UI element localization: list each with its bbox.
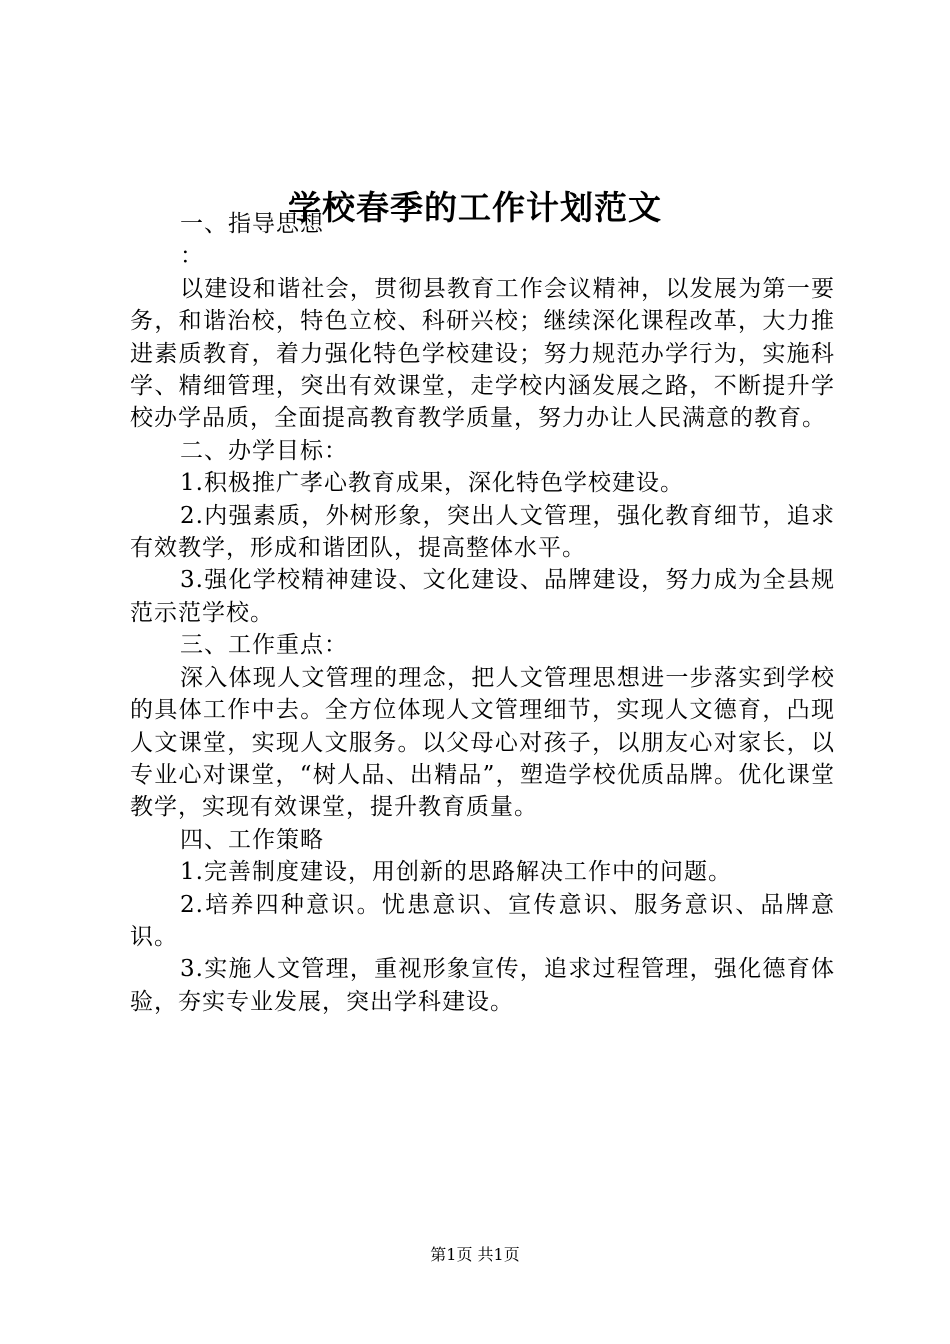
section-heading-work-focus: 三、工作重点： (180, 632, 348, 659)
section-heading-guiding-ideology: 一、指导思想 (180, 211, 324, 237)
section-heading-school-goals: 二、办学目标： (180, 437, 348, 464)
section-heading-work-strategy: 四、工作策略 (180, 826, 324, 853)
strategy-item-3: 3.实施人文管理，重视形象宣传，追求过程管理，强化德育体验，夯实专业发展，突出学科建设。 (130, 956, 835, 1015)
strategy-item-2: 2.培养四种意识。忧患意识、宣传意识、服务意识、品牌意识。 (130, 891, 835, 950)
paragraph-guiding-ideology: 以建设和谐社会，贯彻县教育工作会议精神，以发展为第一要务，和谐治校，特色立校、科研兴校；继续深化课程改革，大力推进素质教育，着力强化特色学校建设；努力规范办学行为，实施科学、精细管理，突出有效课堂，走学校内涵发展之路，不断提升学校办学品质，全面提高教育教学质量，努力办让人民满意的教育。 (130, 275, 835, 432)
goal-item-1: 1.积极推广孝心教育成果，深化特色学校建设。 (180, 470, 684, 497)
strategy-item-1: 1.完善制度建设，用创新的思路解决工作中的问题。 (180, 859, 732, 886)
goal-item-2: 2.内强素质，外树形象，突出人文管理，强化教育细节，追求有效教学，形成和谐团队，提高整体水平。 (130, 502, 835, 562)
colon-line: ： (180, 243, 204, 270)
paragraph-work-focus: 深入体现人文管理的理念，把人文管理思想进一步落实到学校的具体工作中去。全方位体现人文管理细节，实现人文德育，凸现人文课堂，实现人文服务。以父母心对孩子，以朋友心对家长，以专业心对课堂，“树人品、出精品”，塑造学校优质品牌。优化课堂教学，实现有效课堂，提升教育质量。 (130, 664, 835, 821)
document-title: 学校春季的工作计划范文 (288, 188, 662, 227)
document-body (130, 208, 835, 1018)
goal-item-3: 3.强化学校精神建设、文化建设、品牌建设，努力成为全县规范示范学校。 (130, 567, 835, 626)
page-footer: 第1页 共1页 (430, 1245, 520, 1264)
